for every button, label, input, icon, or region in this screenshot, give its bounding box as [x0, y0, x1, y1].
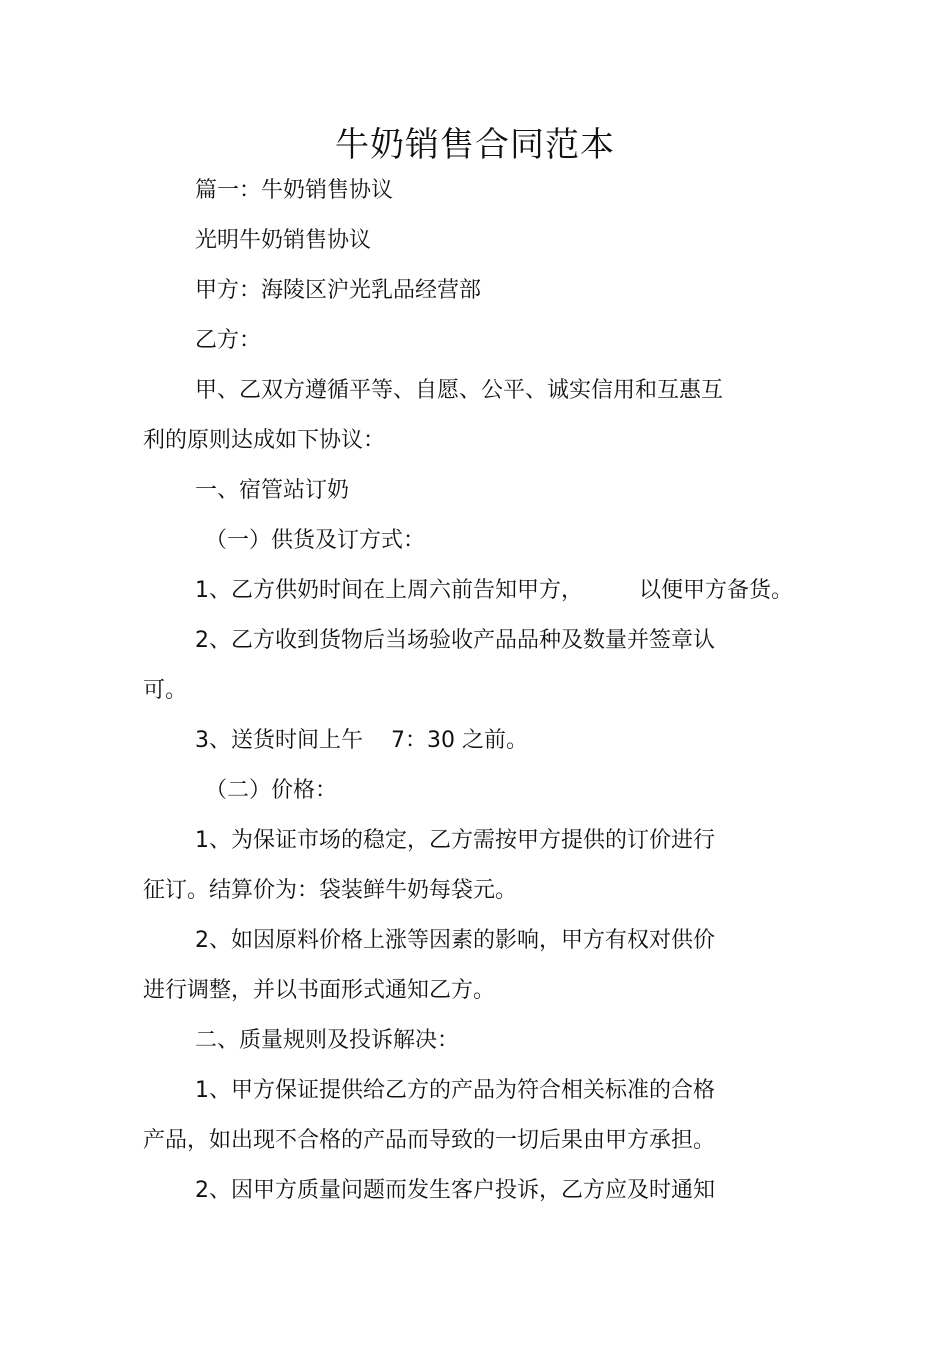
clause-quality-1-line-1: 1、甲方保证提供给乙方的产品为符合相关标准的合格 [195, 1078, 715, 1103]
paragraph-preamble-line-1: 甲、乙双方遵循平等、自愿、公平、诚实信用和互惠互 [195, 378, 724, 403]
clause-supply-3: 3、送货时间上午 7：30 之前。 [195, 728, 528, 753]
clause-quality-1-line-2: 产品，如出现不合格的产品而导致的一切后果由甲方承担。 [143, 1128, 716, 1153]
subsection-heading-supply: （一）供货及订方式： [205, 528, 426, 553]
clause-price-2-line-1: 2、如因原料价格上涨等因素的影响，甲方有权对供价 [195, 928, 715, 953]
paragraph-preamble-line-2: 利的原则达成如下协议： [143, 428, 386, 453]
clause-quality-2-line-1: 2、因甲方质量问题而发生客户投诉，乙方应及时通知 [195, 1178, 715, 1203]
clause-supply-2-line-1: 2、乙方收到货物后当场验收产品品种及数量并签章认 [195, 628, 715, 653]
party-b: 乙方： [195, 328, 262, 353]
party-a: 甲方：海陵区沪光乳品经营部 [195, 278, 482, 303]
subsection-heading-price: （二）价格： [205, 778, 338, 803]
clause-supply-2-line-2: 可。 [143, 678, 188, 703]
section-heading-dorm-order: 一、宿管站订奶 [195, 478, 350, 503]
agreement-name: 光明牛奶销售协议 [195, 228, 372, 253]
document-title: 牛奶销售合同范本 [335, 125, 615, 165]
section-heading-quality: 二、质量规则及投诉解决： [195, 1028, 460, 1053]
clause-price-2-line-2: 进行调整，并以书面形式通知乙方。 [143, 978, 496, 1003]
clause-supply-1: 1、乙方供奶时间在上周六前告知甲方， 以便甲方备货。 [195, 578, 793, 603]
clause-price-1-line-1: 1、为保证市场的稳定，乙方需按甲方提供的订价进行 [195, 828, 715, 853]
clause-price-1-line-2: 征订。结算价为：袋装鲜牛奶每袋元。 [143, 878, 518, 903]
section-heading-part-one: 篇一：牛奶销售协议 [195, 178, 394, 203]
